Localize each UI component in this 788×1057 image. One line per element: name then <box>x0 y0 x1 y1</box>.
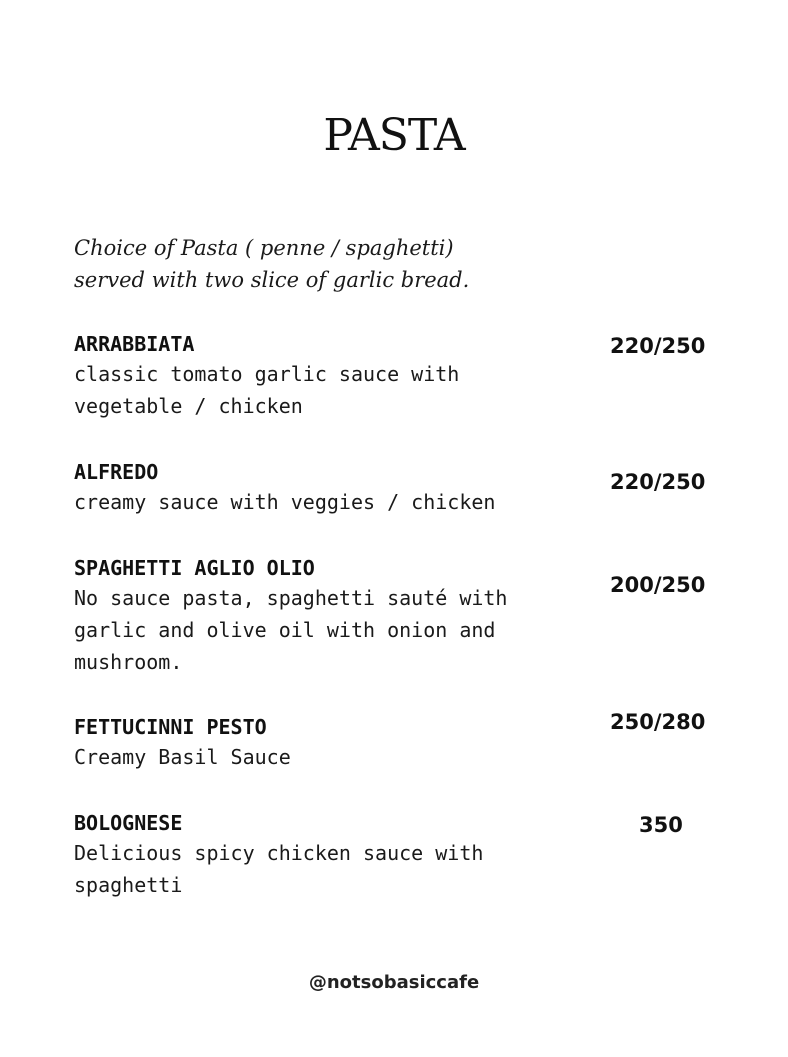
item-name: BOLOGNESE <box>74 811 183 835</box>
item-name: ALFREDO <box>74 460 159 484</box>
description-line: spaghetti <box>74 873 183 897</box>
description-line: Creamy Basil Sauce <box>74 745 291 769</box>
item-price-spaghetti-aglio-olio: 200/250 <box>610 573 706 597</box>
description-line: No sauce pasta, spaghetti sauté with <box>74 586 508 610</box>
description-line: garlic and olive oil with onion and <box>74 618 496 642</box>
item-description <box>74 837 724 901</box>
item-price-arrabbiata: 220/250 <box>610 334 706 358</box>
item-price-fettucinni-pesto: 250/280 <box>610 710 706 734</box>
item-description <box>74 741 724 773</box>
description-line: vegetable / chicken <box>74 394 303 418</box>
item-description <box>74 358 724 422</box>
item-name: FETTUCINNI PESTO <box>74 715 267 739</box>
menu-item-bolognese <box>74 809 724 901</box>
intro-line: served with two slice of garlic bread. <box>74 268 470 292</box>
page-title: PASTA <box>323 110 465 161</box>
item-price-alfredo: 220/250 <box>610 470 706 494</box>
description-line: creamy sauce with veggies / chicken <box>74 490 496 514</box>
description-line: classic tomato garlic sauce with <box>74 362 460 386</box>
social-handle: @notsobasiccafe <box>308 972 480 993</box>
item-price-bolognese: 350 <box>639 813 683 837</box>
description-line: Delicious spicy chicken sauce with <box>74 841 484 865</box>
intro-line: Choice of Pasta ( penne / spaghetti) <box>74 236 454 260</box>
item-name: ARRABBIATA <box>74 332 195 356</box>
menu-intro <box>74 232 714 296</box>
description-line: mushroom. <box>74 650 183 674</box>
item-name: SPAGHETTI AGLIO OLIO <box>74 556 315 580</box>
